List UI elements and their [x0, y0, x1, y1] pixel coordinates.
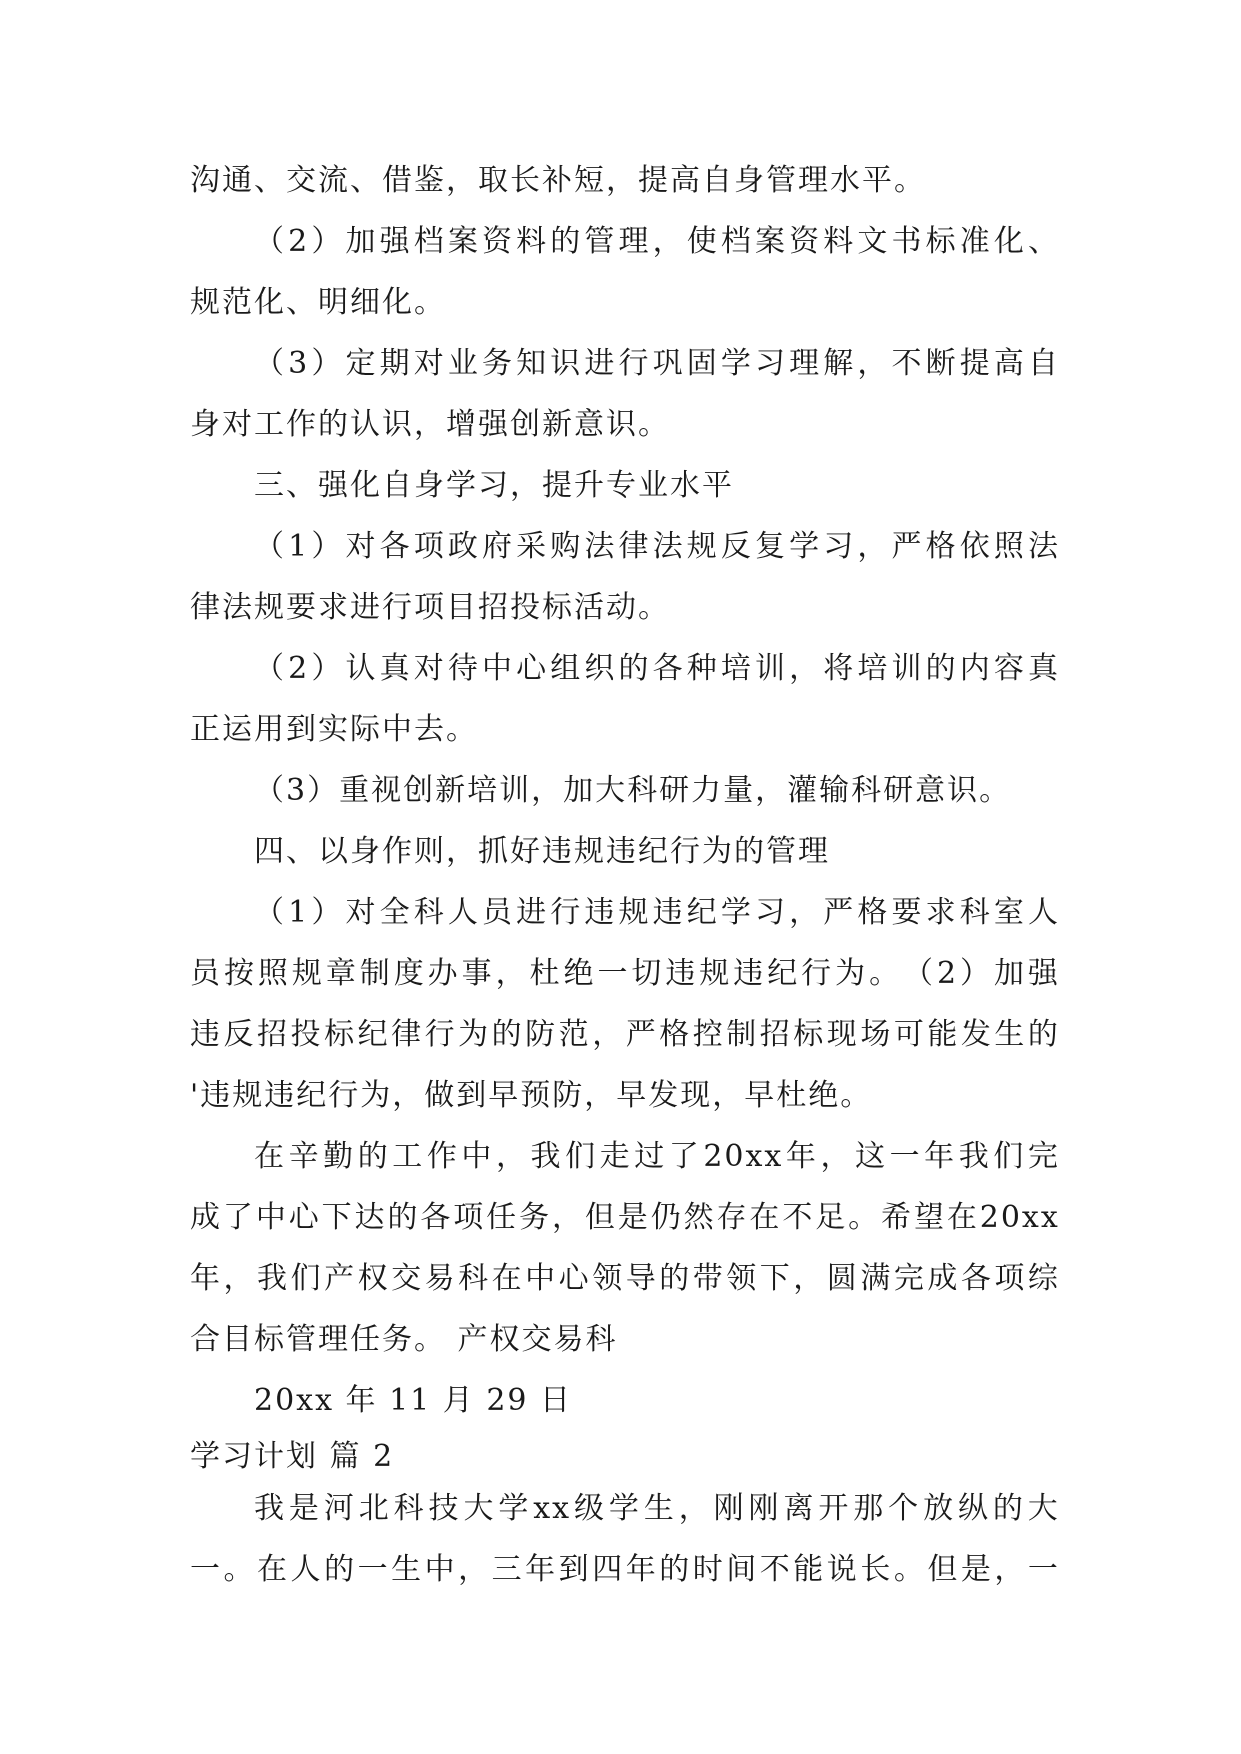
text-line-content: 合目标管理任务。 产权交易科	[190, 1322, 618, 1357]
text-line-content: '违规违纪行为，做到早预防，早发现，早杜绝。	[190, 1078, 873, 1113]
text-line-content: 规范化、明细化。	[190, 285, 446, 320]
text-line	[190, 577, 1060, 638]
text-line: （ 1 ） 对 各 项 政 府 采 购 法 律 法 规 反 复 学 习 ， 严 格 依 照 法	[254, 529, 1060, 564]
text-line	[190, 394, 1060, 455]
text-line	[190, 1426, 1060, 1478]
text-line-content: 四、以身作则，抓好违规违纪行为的管理	[254, 834, 830, 869]
text-line	[190, 272, 1060, 333]
text-line: 违 反 招 投 标 纪 律 行 为 的 防 范 ， 严 格 控 制 招 标 现 场 可 能 发 生 的	[190, 1017, 1060, 1052]
text-line-content: （3）重视创新培训，加大科研力量，灌输科研意识。	[254, 773, 1012, 808]
text-line: 一 。 在 人 的 一 生 中 ， 三 年 到 四 年 的 时 间 不 能 说 长 。 但 是 ， 一	[190, 1552, 1060, 1587]
text-line-content: 20xx 年 11 月 29 日	[254, 1383, 573, 1418]
text-line: （ 3 ） 定 期 对 业 务 知 识 进 行 巩 固 学 习 理 解 ， 不 断 提 高 自	[254, 346, 1060, 381]
text-line: （ 1 ） 对 全 科 人 员 进 行 违 规 违 纪 学 习 ， 严 格 要 求 科 室 人	[254, 895, 1060, 930]
text-line-content: 正运用到实际中去。	[190, 712, 478, 747]
text-line: 成 了 中 心 下 达 的 各 项 任 务 ， 但 是 仍 然 存 在 不 足 。 希 望 在 20xx	[190, 1200, 1060, 1235]
text-line	[190, 699, 1060, 760]
text-line	[190, 1309, 1060, 1370]
text-line-content: 律法规要求进行项目招投标活动。	[190, 590, 670, 625]
text-line	[190, 1065, 1060, 1126]
text-line	[190, 1370, 1060, 1426]
text-line	[190, 760, 1060, 821]
text-line: （ 2 ） 认 真 对 待 中 心 组 织 的 各 种 培 训 ， 将 培 训 的 内 容 真	[254, 651, 1060, 686]
text-line-content: 三、强化自身学习，提升专业水平	[254, 468, 734, 503]
text-line: 年 ， 我 们 产 权 交 易 科 在 中 心 领 导 的 带 领 下 ， 圆 满 完 成 各 项 综	[190, 1261, 1060, 1296]
text-line: （ 2 ） 加 强 档 案 资 料 的 管 理 ， 使 档 案 资 料 文 书 标 准 化 、	[254, 224, 1060, 259]
text-line	[190, 150, 1060, 211]
text-line	[190, 821, 1060, 882]
text-line: 我 是 河 北 科 技 大 学 xx 级 学 生 ， 刚 刚 离 开 那 个 放 纵 的 大	[254, 1491, 1060, 1526]
text-line: 员 按 照 规 章 制 度 办 事 ， 杜 绝 一 切 违 规 违 纪 行 为 。 （ 2 ） 加 强	[190, 956, 1060, 991]
text-line-content: 身对工作的认识，增强创新意识。	[190, 407, 670, 442]
text-line-content: 沟通、交流、借鉴，取长补短，提高自身管理水平。	[190, 163, 926, 198]
document-body	[190, 150, 1060, 1600]
text-line-content: 学习计划 篇 2	[190, 1439, 395, 1474]
text-line	[190, 455, 1060, 516]
text-line: 在 辛 勤 的 工 作 中 ， 我 们 走 过 了 20xx 年 ， 这 一 年 我 们 完	[254, 1139, 1060, 1174]
